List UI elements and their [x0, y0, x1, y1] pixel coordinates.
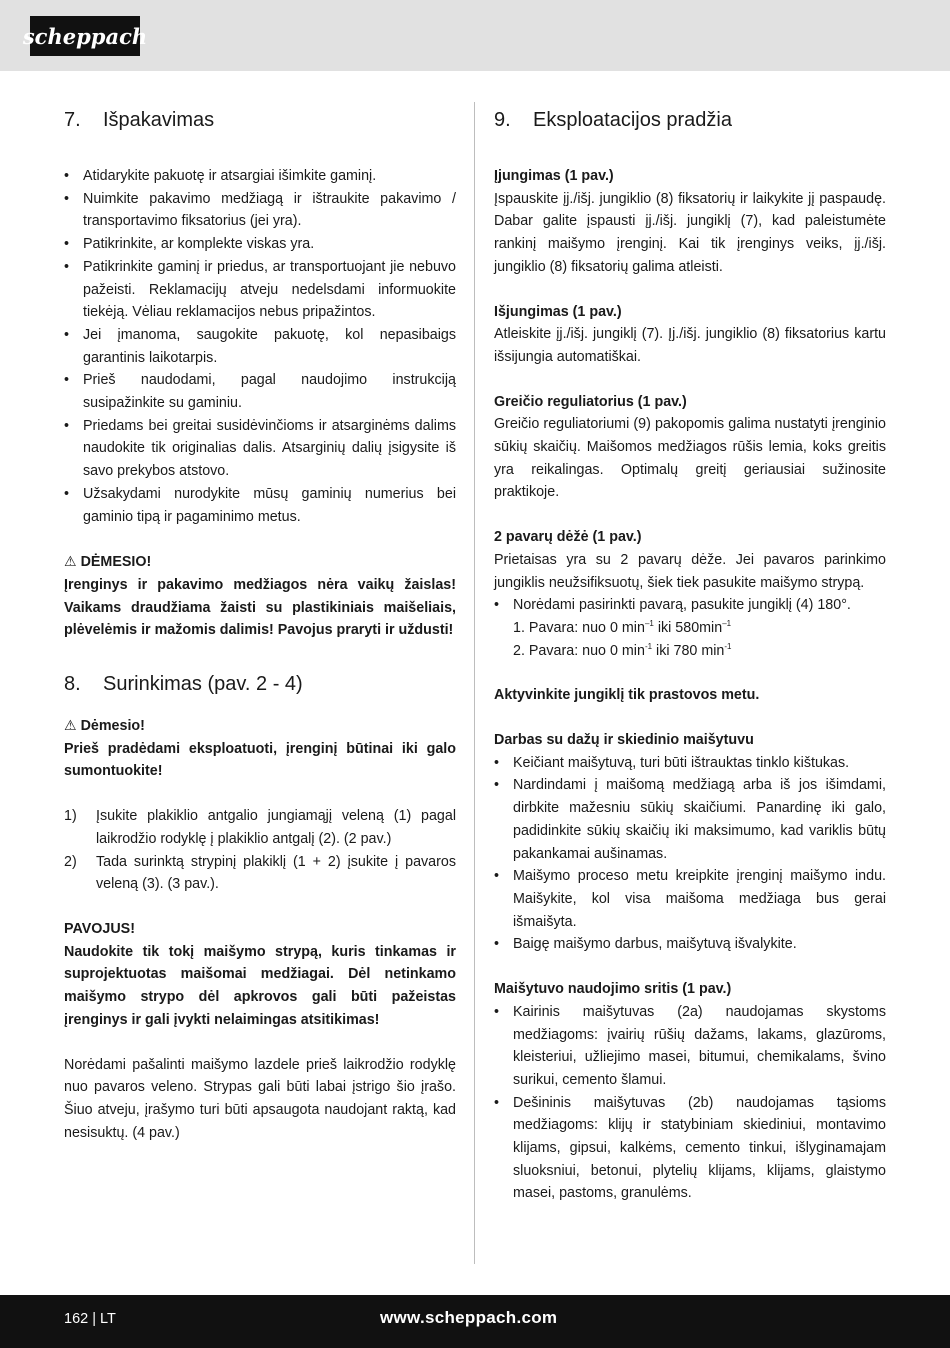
gear-unit-exp: –1: [644, 619, 654, 629]
gearbox-list: [494, 594, 886, 617]
gearbox-text: Prietaisas yra su 2 pavarų dėže. Jei pavaros parinkimo jungiklis neužsifiksuotų, šiek tiek pasukite maišymo strypą.: [494, 551, 886, 591]
danger-label: PAVOJUS!: [64, 920, 135, 937]
section-number: 8.: [64, 673, 81, 696]
list-item: • Keičiant maišytuvą, turi būti ištrauktas tinklo kištukas.: [494, 752, 886, 775]
step-number: 2): [64, 853, 77, 870]
gear-text: 2. Pavara: nuo 0 min: [513, 642, 645, 659]
unpacking-list: [64, 165, 456, 528]
gear-text: iki 580min: [653, 619, 723, 636]
section-9-heading: [494, 100, 886, 140]
list-item: • Jei įmanoma, saugokite pakuotę, kol nepasibaigs garantinis laikotarpis.: [64, 324, 456, 369]
switch-off-title: Išjungimas (1 pav.): [494, 303, 622, 320]
list-item: • Maišymo proceso metu kreipkite įrenginį maišymo indu. Maišykite, kol visa maišoma medžiaga bus gerai išmaišyta.: [494, 865, 886, 933]
section-number: 7.: [64, 109, 81, 131]
danger-text: Naudokite tik tokį maišymo strypą, kuris tinkamas ir suprojektuotas maišomai medžiagai. Dėl netinkamo maišymo strypo dėl apkrovos gali būti pažeistas įrenginys ir gali įvykti nelaimingas atsitikimas!: [64, 943, 456, 1028]
section-number: 9.: [494, 109, 511, 131]
warning-icon: ⚠: [64, 553, 77, 570]
list-item: • Patikrinkite gaminį ir priedus, ar transportuojant jie nebuvo pažeisti. Reklamacijų atveju nedelsdami informuokite tiekėją. Vėliau reklamacijos nebus pripažintos.: [64, 256, 456, 324]
mixer-use-title: Maišytuvo naudojimo sritis (1 pav.): [494, 981, 732, 998]
list-item: • Prieš naudodami, pagal naudojimo instrukciją susipažinkite su gaminiu.: [64, 369, 456, 414]
assembly-step: [64, 851, 456, 896]
caution-label: Dėmesio!: [80, 718, 145, 735]
section-title: Išpakavimas: [103, 109, 215, 131]
speed-controller-title: Greičio reguliatorius (1 pav.): [494, 393, 687, 410]
switch-on-title: Įjungimas (1 pav.): [494, 168, 614, 184]
caution-heading: [64, 714, 456, 738]
list-item: • Atidarykite pakuotę ir atsargiai išimkite gaminį.: [64, 165, 456, 188]
gear-1-speed: [494, 617, 886, 640]
list-item: • Dešininis maišytuvas (2b) naudojamas tąsioms medžiagoms: klijų ir statybiniam skiediniui, montavimo klijams, gipsui, kalkėms, cemento tinkui, išlyginamajam sluoksniui, betonui, plytelių klijams, klijams, glaistymo masei, pastoms, granulėms.: [494, 1092, 886, 1206]
column-divider: [474, 102, 475, 1264]
website-url: www.scheppach.com: [380, 1308, 558, 1327]
gear-2-speed: [494, 640, 886, 663]
gear-unit-exp: -1: [724, 641, 732, 651]
gear-unit-exp: –1: [722, 619, 732, 629]
page-number: 162 | LT: [64, 1311, 116, 1327]
page-header: [0, 0, 950, 71]
idle-note: Aktyvinkite jungiklį tik prastovos metu.: [494, 687, 760, 704]
gearbox-title: 2 pavarų dėžė (1 pav.): [494, 529, 642, 546]
mixer-use-list: [494, 1001, 886, 1205]
step-text: Tada surinktą strypinį plakiklį (1 + 2) įsukite į pavaros veleną (3). (3 pav.).: [96, 853, 456, 893]
gear-text: iki 780 min: [652, 642, 725, 659]
list-item: • Priedams bei greitai susidėvinčioms ir atsarginėms dalims naudokite tik originalias dalis. Atsarginių dalių įsigysite iš savo prekybos atstovo.: [64, 415, 456, 483]
removal-paragraph: Norėdami pašalinti maišymo lazdele prieš laikrodžio rodyklę nuo pavaros veleno. Strypas gali būti labai įstrigo šio įrašo. Šiuo atveju, įrašymo turi būti apsaugota naudojant raktą, kad nesisuktų. (4 pav.): [64, 1056, 456, 1141]
left-column: [64, 100, 456, 1144]
assembly-steps: [64, 805, 456, 896]
warning-label: DĖMESIO!: [80, 554, 152, 571]
assembly-step: [64, 805, 456, 850]
section-title: Eksploatacijos pradžia: [533, 109, 732, 131]
step-text: Įsukite plakiklio antgalio jungiamąjį veleną (1) pagal laikrodžio rodyklę į plakiklio antgalį (2). (2 pav.): [96, 808, 456, 847]
warning-text: Įrenginys ir pakavimo medžiagos nėra vaikų žaislas! Vaikams draudžiama žaisti su plastikiniais maišeliais, plėvelėmis ir mažomis dalimis! Pavojus praryti ir uždusti!: [64, 576, 456, 639]
list-item: • Baigę maišymo darbus, maišytuvą išvalykite.: [494, 933, 886, 956]
list-item: • Nardindami į maišomą medžiagą arba iš jos išimdami, dirbkite mažesniu sūkių skaičiumi. Panardinę iki galo, padidinkite sūkių skaičių iki maksimumo, kad variklis būtų pakankamai aušinamas.: [494, 774, 886, 865]
list-item: • Užsakydami nurodykite mūsų gaminių numerius bei gaminio tipą ir pagaminimo metus.: [64, 483, 456, 528]
mixer-work-list: [494, 752, 886, 956]
switch-on-text: Įspauskite įj./išj. jungiklio (8) fiksatorių ir laikykite jį paspaudę. Dabar galite įspausti įj./išj. jungiklį (7), kad paleistumėte rankinį maišymo įrenginį. Kai tik įrenginys veiks, įj./išj. jungiklio (8) fiksatorių galima atleisti.: [494, 190, 886, 275]
speed-controller-text: Greičio reguliatoriumi (9) pakopomis galima nustatyti įrenginio sūkių skaičių. Maišomos medžiagos rūšis lemia, koks greitis yra reikalingas. Optimalų greitį geriausiai sužinosite praktikoje.: [494, 416, 886, 501]
list-item: • Nuimkite pakavimo medžiagą ir ištraukite pakavimo / transportavimo fiksatorius (jei yra).: [64, 188, 456, 233]
mixer-work-title: Darbas su dažų ir skiedinio maišytuvu: [494, 732, 754, 749]
warning-icon: ⚠: [64, 717, 77, 734]
list-item: • Norėdami pasirinkti pavarą, pasukite jungiklį (4) 180°.: [494, 594, 886, 617]
scheppach-logo: scheppach: [30, 16, 140, 56]
list-item: • Kairinis maišytuvas (2a) naudojamas skystoms medžiagoms: įvairių rūšių dažams, lakams, glazūroms, kleisteriui, užliejimo masei, bitumui, chemikalams, švino surikui, cemento šlamui.: [494, 1001, 886, 1092]
switch-off-text: Atleiskite įj./išj. jungiklį (7). Įj./išj. jungiklio (8) fiksatorius kartu išsijungia automatiškai.: [494, 326, 886, 365]
gear-text: 1. Pavara: nuo 0 min: [513, 619, 645, 636]
section-7-heading: [64, 100, 456, 140]
caution-text: Prieš pradėdami eksploatuoti, įrenginį būtinai iki galo sumontuokite!: [64, 740, 456, 780]
warning-heading: [64, 550, 456, 574]
right-column: [494, 100, 886, 1205]
gear-unit-exp: -1: [644, 641, 653, 651]
page-footer: [0, 1295, 950, 1348]
step-number: 1): [64, 808, 77, 825]
section-title: Surinkimas (pav. 2 - 4): [103, 673, 303, 696]
section-8-heading: [64, 664, 456, 704]
list-item: • Patikrinkite, ar komplekte viskas yra.: [64, 233, 456, 256]
